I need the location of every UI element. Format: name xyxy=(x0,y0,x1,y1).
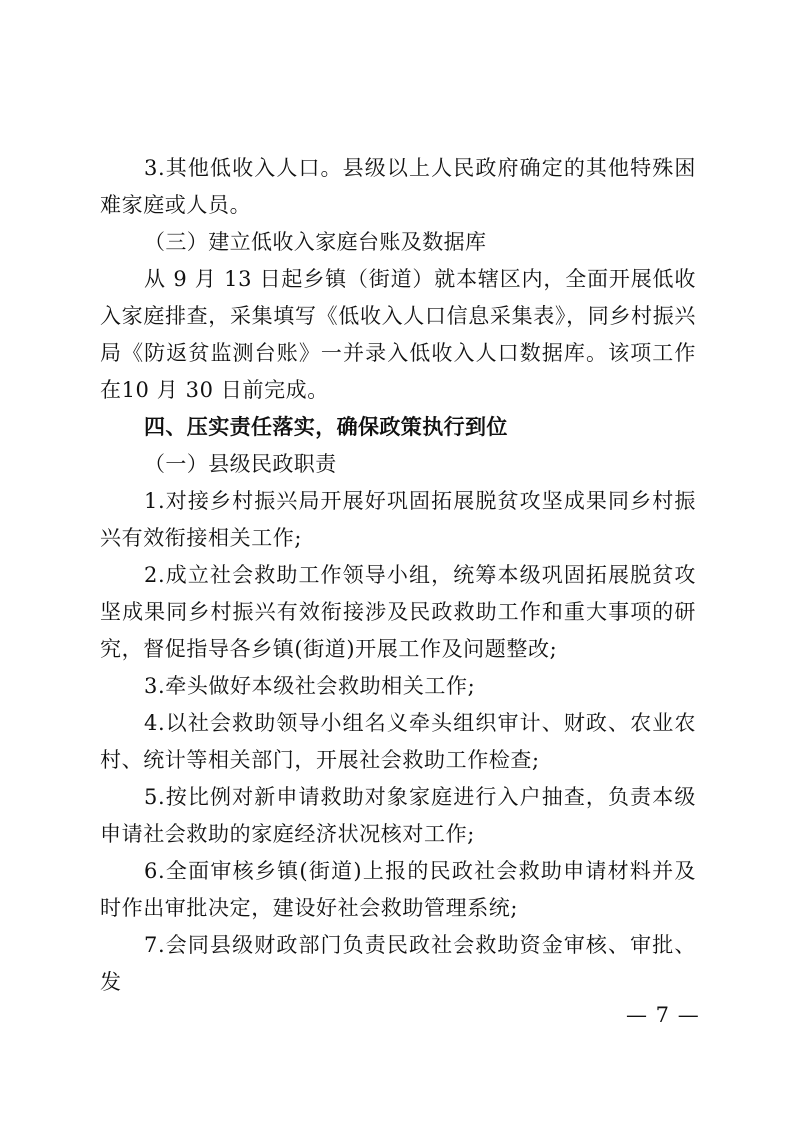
list-item-7: 7.会同县级财政部门负责民政社会救助资金审核、审批、发 xyxy=(100,933,696,994)
section-heading-county-duties: （一）县级民政职责 xyxy=(144,452,337,476)
list-item-6: 6.全面审核乡镇(街道)上报的民政社会救助申请材料并及时作出审批决定，建设好社会救助管理系统; xyxy=(100,859,696,920)
paragraph-ledger-details: 从 9 月 13 日起乡镇（街道）就本辖区内，全面开展低收入家庭排查，采集填写《低收入人口信息采集表》，同乡村振兴局《防返贫监测台账》一并录入低收入人口数据库。该项工作在10 月 30 日前完成。 xyxy=(100,267,696,402)
paragraph-other-low-income: 3.其他低收入人口。县级以上人民政府确定的其他特殊困难家庭或人员。 xyxy=(100,156,696,217)
list-item-1: 1.对接乡村振兴局开展好巩固拓展脱贫攻坚成果同乡村振兴有效衔接相关工作; xyxy=(100,489,696,550)
list-item-5: 5.按比例对新申请救助对象家庭进行入户抽查，负责本级申请社会救助的家庭经济状况核对工作; xyxy=(100,785,696,846)
list-item-4: 4.以社会救助领导小组名义牵头组织审计、财政、农业农村、统计等相关部门，开展社会救助工作检查; xyxy=(100,711,696,772)
section-heading-responsibility: 四、压实责任落实，确保政策执行到位 xyxy=(144,415,508,439)
list-item-3: 3.牵头做好本级社会救助相关工作; xyxy=(144,674,476,698)
section-heading-ledger: （三）建立低收入家庭台账及数据库 xyxy=(144,230,487,254)
list-item-2: 2.成立社会救助工作领导小组，统筹本级巩固拓展脱贫攻坚成果同乡村振兴有效衔接涉及民政救助工作和重大事项的研究，督促指导各乡镇(街道)开展工作及问题整改; xyxy=(100,563,696,661)
page-number: — 7 — xyxy=(626,1003,700,1027)
